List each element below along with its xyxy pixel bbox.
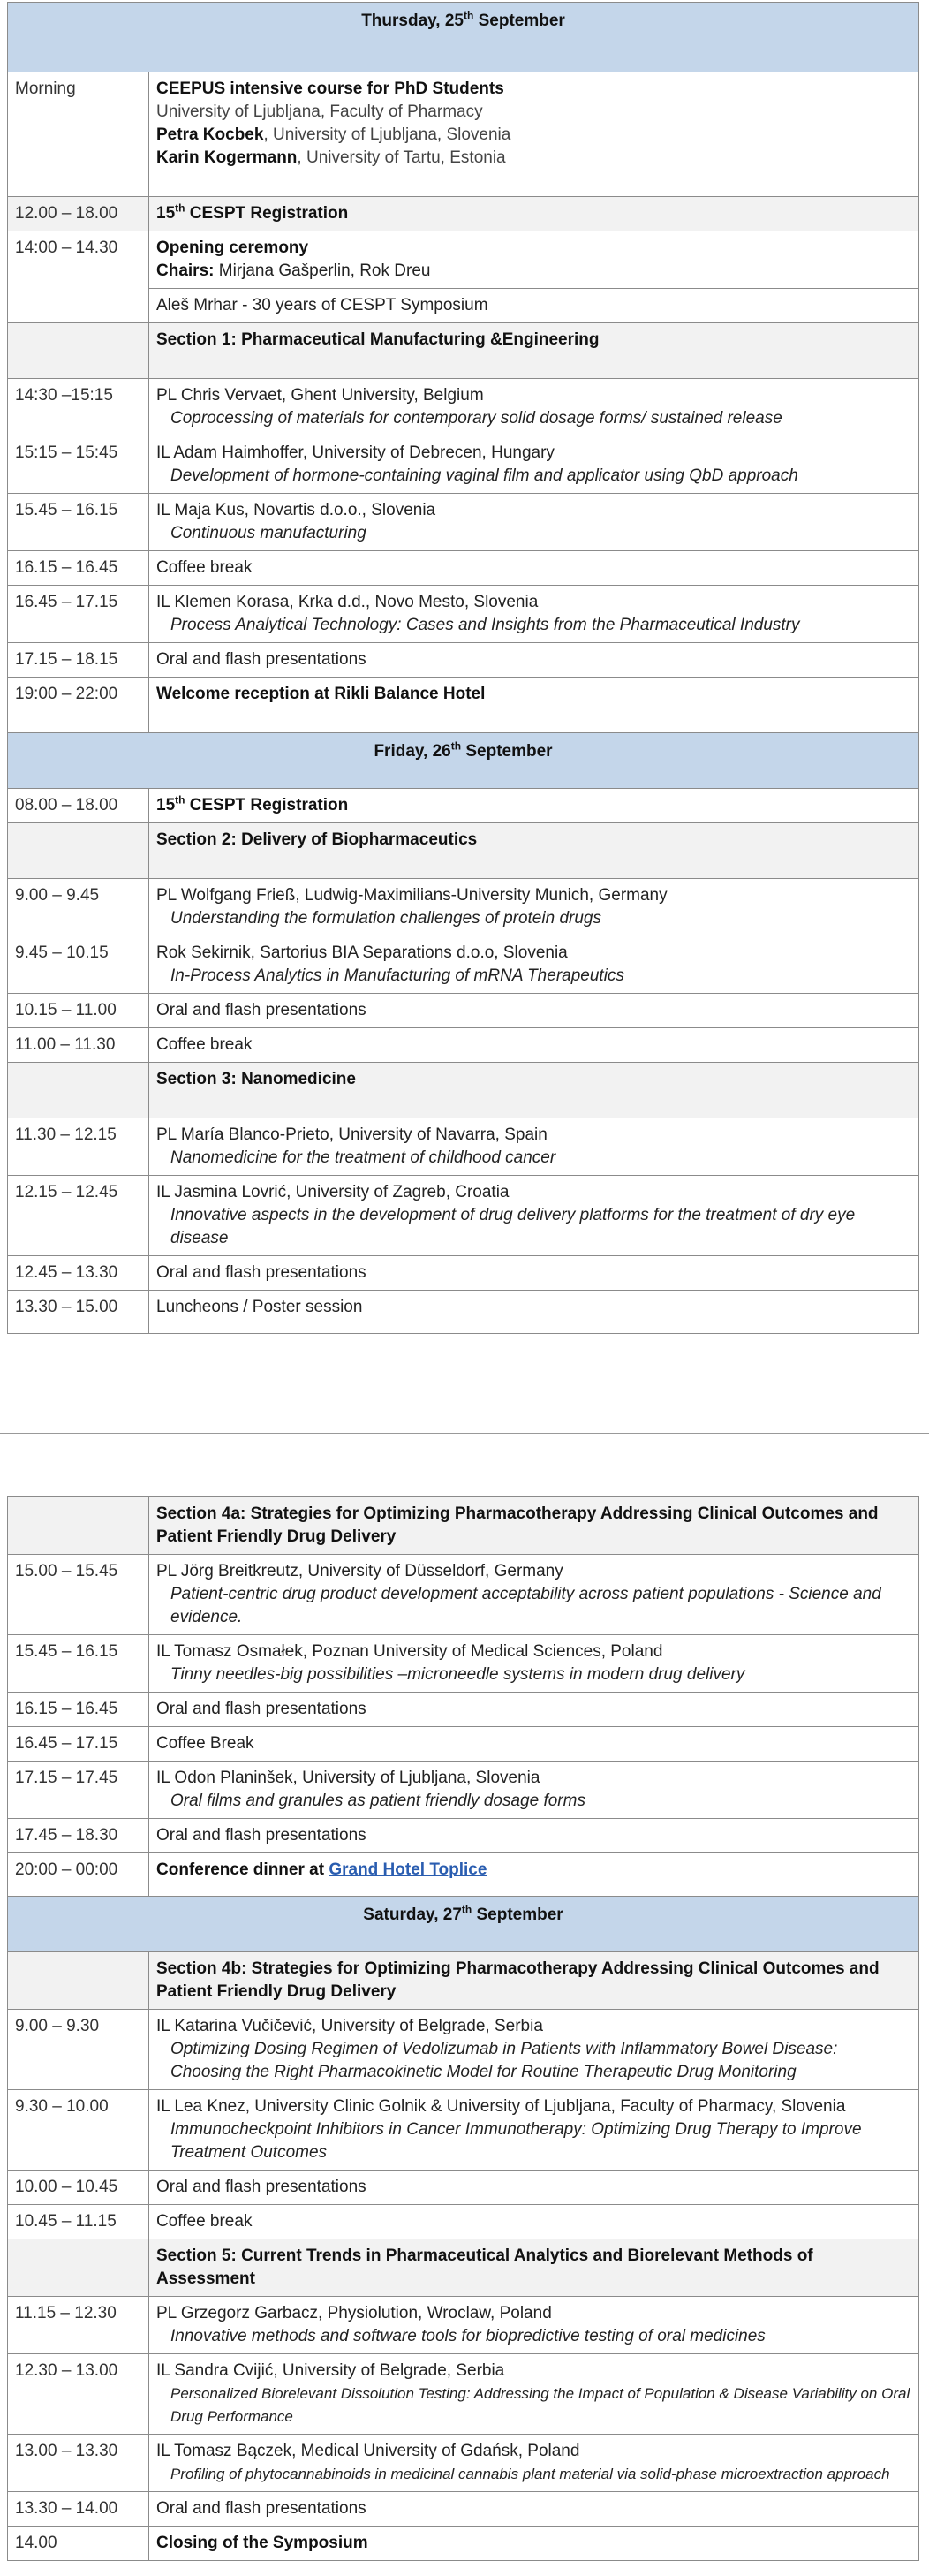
talk-row: 15.45 – 16.15 IL Tomasz Osmałek, Poznan University of Medical Sciences, Poland Tinny needles-big possibilities –microneedle systems in modern drug delivery — [8, 1635, 919, 1693]
talk-row: 15.45 – 16.15 IL Maja Kus, Novartis d.o.o., Slovenia Continuous manufacturing — [8, 494, 919, 551]
row-coffee-1: 16.15 – 16.45 Coffee break — [8, 551, 919, 586]
row-opening: 14:00 – 14.30 Opening ceremony Chairs: Mirjana Gašperlin, Rok Dreu — [8, 231, 919, 289]
row-dinner: 20:00 – 00:00 Conference dinner at Grand Hotel Toplice — [8, 1853, 919, 1897]
talk-row: 14:30 –15:15 PL Chris Vervaet, Ghent University, Belgium Coprocessing of materials for contemporary solid dosage forms/ sustained release — [8, 379, 919, 436]
row-oral-2: 10.15 – 11.00 Oral and flash presentations — [8, 994, 919, 1028]
section-2-header: Section 2: Delivery of Biopharmaceutics — [8, 823, 919, 879]
course-title: CEEPUS intensive course for PhD Students — [156, 80, 504, 98]
schedule-table-2 — [7, 1496, 919, 2561]
row-coffee-2: 11.00 – 11.30 Coffee break — [8, 1028, 919, 1063]
section-1-header: Section 1: Pharmaceutical Manufacturing &Engineering — [8, 323, 919, 379]
row-oral-5: 17.45 – 18.30 Oral and flash presentations — [8, 1819, 919, 1853]
row-welcome: 19:00 – 22:00 Welcome reception at Rikli Balance Hotel — [8, 678, 919, 733]
talk-row: 17.15 – 17.45 IL Odon Planinšek, University of Ljubljana, Slovenia Oral films and granules as patient friendly dosage forms — [8, 1762, 919, 1819]
row-lunch: 13.30 – 15.00 Luncheons / Poster session — [8, 1291, 919, 1334]
row-oral-4: 16.15 – 16.45 Oral and flash presentations — [8, 1693, 919, 1727]
section-4a-header: Section 4a: Strategies for Optimizing Pharmacotherapy Addressing Clinical Outcomes and Patient Friendly Drug Delivery — [8, 1497, 919, 1555]
page-divider — [0, 1433, 929, 1434]
row-coffee-3: 16.45 – 17.15 Coffee Break — [8, 1727, 919, 1762]
talk-row: 9.00 – 9.45 PL Wolfgang Frieß, Ludwig-Maximilians-University Munich, Germany Understanding the formulation challenges of protein drugs — [8, 879, 919, 936]
row-oral-6: 10.00 – 10.45 Oral and flash presentations — [8, 2171, 919, 2205]
talk-row: 13.00 – 13.30 IL Tomasz Bączek, Medical University of Gdańsk, Poland Profiling of phytocannabinoids in medicinal cannabis plant material via solid-phase microextraction approach — [8, 2435, 919, 2492]
row-oral-1: 17.15 – 18.15 Oral and flash presentations — [8, 643, 919, 678]
day-header-friday: Friday, 26th September — [8, 733, 919, 789]
row-mrhar: Aleš Mrhar - 30 years of CESPT Symposium — [8, 289, 919, 323]
talk-row: 9.00 – 9.30 IL Katarina Vučičević, University of Belgrade, Serbia Optimizing Dosing Regimen of Vedolizumab in Patients with Inflammatory Bowel Disease: Choosing the Right Pharmacokinetic Model for Routine Therapeutic Drug Monitoring — [8, 2010, 919, 2090]
section-3-header: Section 3: Nanomedicine — [8, 1063, 919, 1118]
talk-row: 12.30 – 13.00 IL Sandra Cvijić, University of Belgrade, Serbia Personalized Biorelevant Dissolution Testing: Addressing the Impact of Population & Disease Variability on Oral Drug Performance — [8, 2354, 919, 2435]
row-registration-1: 12.00 – 18.00 15th CESPT Registration — [8, 197, 919, 231]
talk-row: 12.15 – 12.45 IL Jasmina Lovrić, University of Zagreb, Croatia Innovative aspects in the development of drug delivery platforms for the treatment of dry eye disease — [8, 1176, 919, 1256]
talk-row: 15:15 – 15:45 IL Adam Haimhoffer, University of Debrecen, Hungary Development of hormone-containing vaginal film and applicator using QbD approach — [8, 436, 919, 494]
schedule-table-1 — [7, 2, 919, 1334]
day-header-saturday: Saturday, 27th September — [8, 1897, 919, 1952]
talk-row: 16.45 – 17.15 IL Klemen Korasa, Krka d.d., Novo Mesto, Slovenia Process Analytical Technology: Cases and Insights from the Pharmaceutical Industry — [8, 586, 919, 643]
dinner-venue-link[interactable]: Grand Hotel Toplice — [329, 1860, 487, 1879]
talk-row: 11.15 – 12.30 PL Grzegorz Garbacz, Physiolution, Wroclaw, Poland Innovative methods and software tools for biopredictive testing of oral medicines — [8, 2297, 919, 2354]
row-oral-3: 12.45 – 13.30 Oral and flash presentations — [8, 1256, 919, 1291]
row-coffee-4: 10.45 – 11.15 Coffee break — [8, 2205, 919, 2239]
talk-row: 11.30 – 12.15 PL María Blanco-Prieto, University of Navarra, Spain Nanomedicine for the treatment of childhood cancer — [8, 1118, 919, 1176]
talk-row: 9.30 – 10.00 IL Lea Knez, University Clinic Golnik & University of Ljubljana, Faculty of Pharmacy, Slovenia Immunocheckpoint Inhibitors in Cancer Immunotherapy: Optimizing Drug Therapy to Improve Treatment Outcomes — [8, 2090, 919, 2171]
row-oral-7: 13.30 – 14.00 Oral and flash presentations — [8, 2492, 919, 2527]
row-morning: Morning CEEPUS intensive course for PhD Students University of Ljubljana, Faculty of Pharmacy Petra Kocbek, University of Ljubljana, Slovenia Karin Kogermann, University of Tartu, Estonia — [8, 72, 919, 197]
row-registration-2: 08.00 – 18.00 15th CESPT Registration — [8, 789, 919, 823]
talk-row: 15.00 – 15.45 PL Jörg Breitkreutz, University of Düsseldorf, Germany Patient-centric drug product development acceptability across patient populations - Science and evidence. — [8, 1555, 919, 1635]
talk-row: 9.45 – 10.15 Rok Sekirnik, Sartorius BIA Separations d.o.o, Slovenia In-Process Analytics in Manufacturing of mRNA Therapeutics — [8, 936, 919, 994]
section-4b-header: Section 4b: Strategies for Optimizing Pharmacotherapy Addressing Clinical Outcomes and Patient Friendly Drug Delivery — [8, 1952, 919, 2010]
day-header-thursday: Thursday, 25th September — [8, 3, 919, 72]
section-5-header: Section 5: Current Trends in Pharmaceutical Analytics and Biorelevant Methods of Assessment — [8, 2239, 919, 2297]
row-closing: 14.00 Closing of the Symposium — [8, 2527, 919, 2561]
